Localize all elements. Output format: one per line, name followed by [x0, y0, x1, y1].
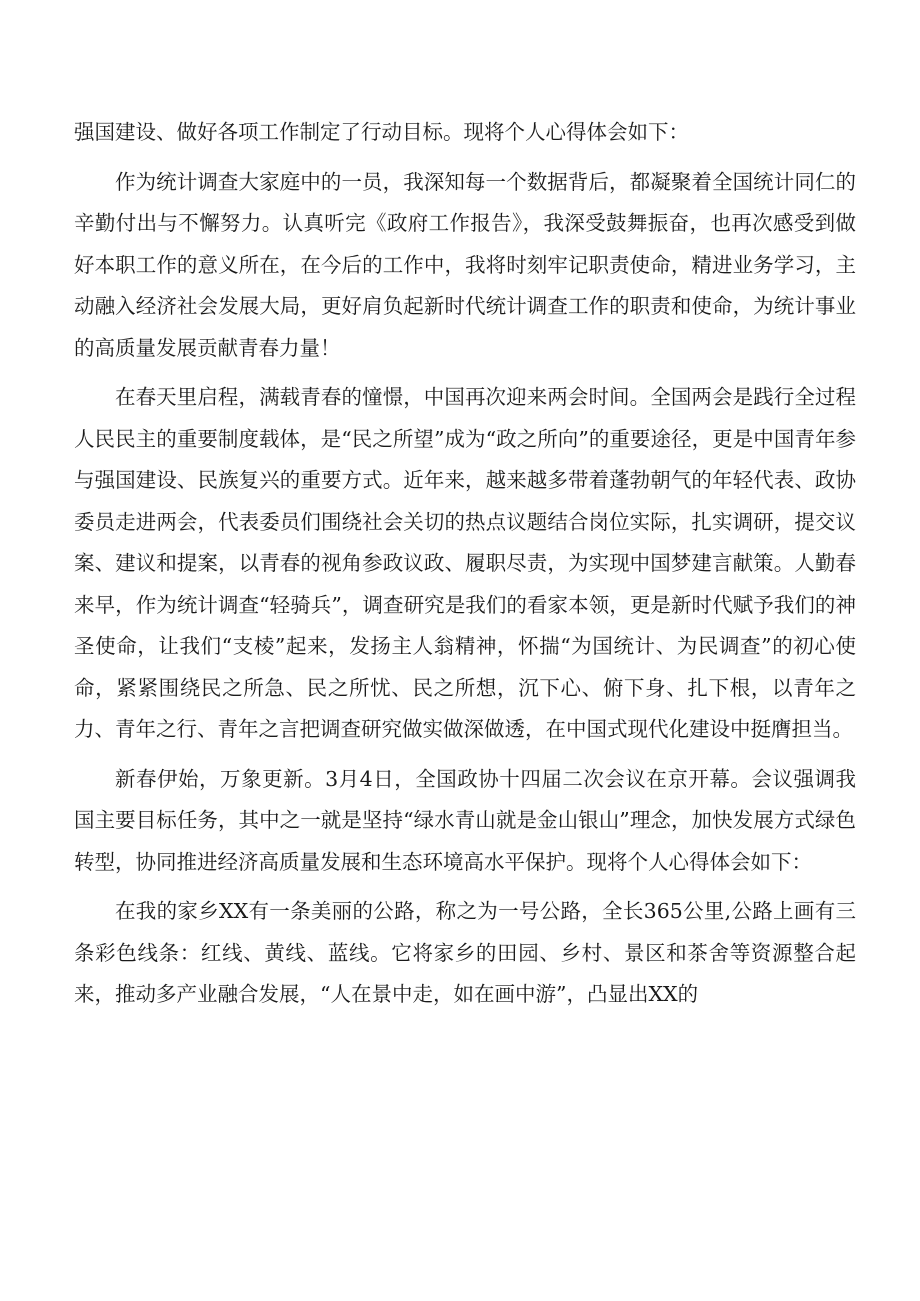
- paragraph-cppcc-opening: 新春伊始，万象更新。3月4日，全国政协十四届二次会议在京开幕。会议强调我国主要目标任务，其中之一就是坚持“绿水青山就是金山银山”理念，加快发展方式绿色转型，协同推进经济高质量发展和生态环境高水平保护。现将个人心得体会如下：: [74, 766, 856, 874]
- paragraph-hometown-road: 在我的家乡XX有一条美丽的公路，称之为一号公路，全长365公里,公路上画有三条彩色线条：红线、黄线、蓝线。它将家乡的田园、乡村、景区和茶舍等资源整合起来，推动多产业融合发展，“人在景中走，如在画中游”，凸显出XX的: [74, 899, 856, 1006]
- paragraph-statistics-role: 作为统计调查大家庭中的一员，我深知每一个数据背后，都凝聚着全国统计同仁的辛勤付出与不懈努力。认真听完《政府工作报告》，我深受鼓舞振奋，也再次感受到做好本职工作的意义所在，在今后的工作中，我将时刻牢记职责使命，精进业务学习，主动融入经济社会发展大局，更好肩负起新时代统计调查工作的职责和使命，为统计事业的高质量发展贡献青春力量！: [74, 169, 856, 360]
- paragraph-two-sessions: 在春天里启程，满载青春的憧憬，中国再次迎来两会时间。全国两会是践行全过程人民民主的重要制度载体，是“民之所望”成为“政之所向”的重要途径，更是中国青年参与强国建设、民族复兴的重要方式。近年来，越来越多带着蓬勃朝气的年轻代表、政协委员走进两会，代表委员们围绕社会关切的热点议题结合岗位实际，扎实调研，提交议案、建议和提案，以青春的视角参政议政、履职尽责，为实现中国梦建言献策。人勤春来早，作为统计调查“轻骑兵”，调查研究是我们的看家本领，更是新时代赋予我们的神圣使命，让我们“支棱”起来，发扬主人翁精神，怀揣“为国统计、为民调查”的初心使命，紧紧围绕民之所急、民之所忧、民之所想，沉下心、俯下身、扎下根，以青年之力、青年之行、青年之言把调查研究做实做深做透，在中国式现代化建设中挺膺担当。: [74, 385, 856, 741]
- document-body: [74, 112, 856, 1024]
- paragraph-continuation: 强国建设、做好各项工作制定了行动目标。现将个人心得体会如下：: [74, 120, 689, 144]
